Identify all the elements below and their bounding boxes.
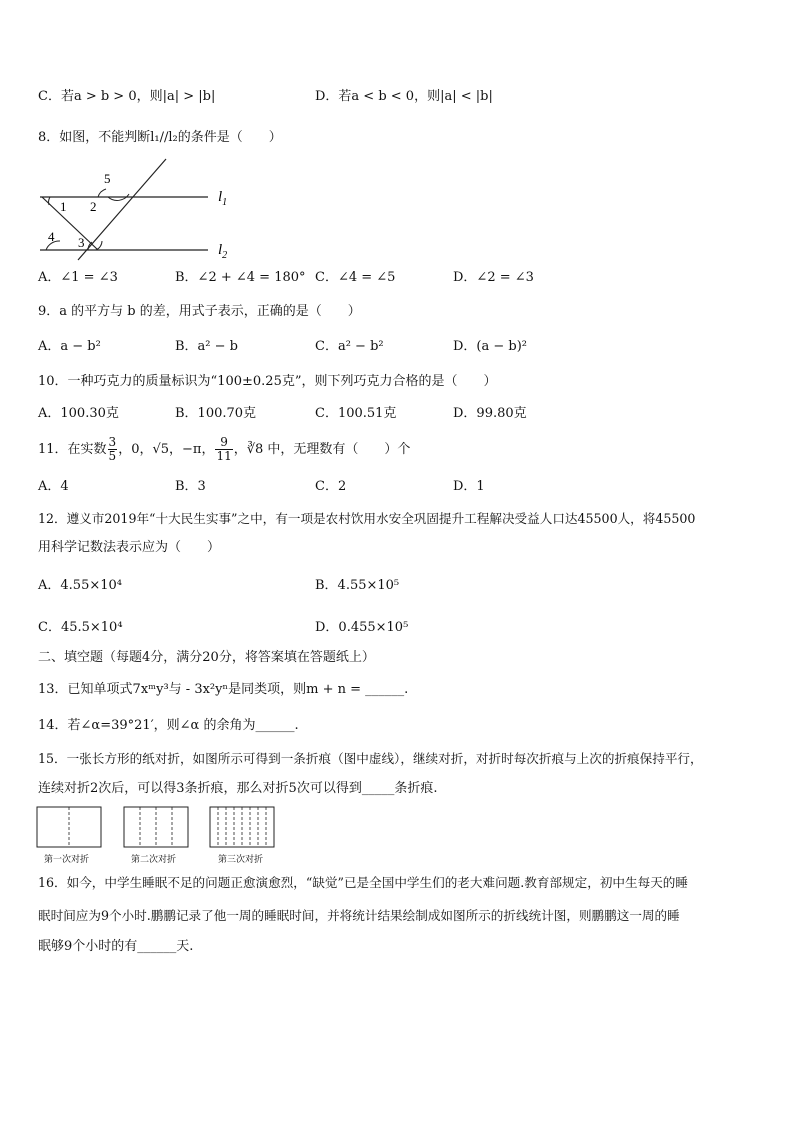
q12-option-a: A．4.55×10⁴ (38, 578, 122, 593)
q8-option-a: A．∠1 = ∠3 (38, 270, 118, 285)
fraction-denominator: 11 (216, 449, 232, 463)
q11-option-d: D．1 (453, 479, 485, 494)
q8-option-b: B．∠2 + ∠4 = 180° (175, 270, 306, 285)
fold-label-1: 第一次对折 (44, 855, 90, 865)
paper-fold-figures (36, 806, 281, 850)
fraction-denominator: 5 (108, 449, 117, 463)
angle-2-label: 2 (90, 199, 97, 214)
angle-3-label: 3 (78, 235, 85, 250)
q12-option-b: B．4.55×10⁵ (315, 578, 400, 593)
q12-question-line1: 12．遵义市2019年“十大民生实事”之中，有一项是农村饮用水安全巩固提升工程解决受益人口达45500人，将45500 (38, 511, 696, 526)
q10-option-b: B．100.70克 (175, 406, 257, 421)
q11-option-b: B．3 (175, 479, 206, 494)
q16-question-line2: 眠时间应为9个小时.鹏鹏记录了他一周的睡眠时间，并将统计结果绘制成如图所示的折线统计图，则鹏鹏这一周的睡 (38, 908, 680, 923)
q10-question: 10．一种巧克力的质量标识为“100±0.25克”，则下列巧克力合格的是（ ） (38, 374, 497, 389)
q10-option-d: D．99.80克 (453, 406, 527, 421)
q11-option-a: A．4 (38, 479, 69, 494)
angle-4-label: 4 (48, 229, 55, 244)
q11-option-c: C．2 (315, 479, 347, 494)
q16-question-line3: 眠够9个小时的有______天. (38, 939, 194, 954)
section-2-heading: 二、填空题（每题4分，满分20分，将答案填在答题纸上） (38, 650, 375, 665)
q11-prefix: 11．在实数 (38, 442, 107, 457)
fraction-numerator: 3 (108, 435, 117, 449)
q14-question: 14．若∠α=39°21′，则∠α 的余角为______. (38, 718, 299, 733)
q8-option-c: C．∠4 = ∠5 (315, 270, 396, 285)
q10-option-c: C．100.51克 (315, 406, 397, 421)
q10-option-a: A．100.30克 (38, 406, 119, 421)
fold-label-2: 第二次对折 (131, 855, 177, 865)
q11-middle: ，0，√5，−π， (118, 442, 215, 457)
q15-question-line2: 连续对折2次后，可以得3条折痕，那么对折5次可以得到_____条折痕. (38, 781, 438, 796)
q12-option-d: D．0.455×10⁵ (315, 620, 409, 635)
fraction-numerator: 9 (215, 436, 232, 450)
q12-question-line2: 用科学记数法表示应为（ ） (38, 540, 221, 555)
q7-option-c: C．若a > b > 0，则|a| > |b| (38, 89, 216, 104)
angle-1-label: 1 (60, 199, 67, 214)
line-l1-label: $l_1$ (218, 189, 228, 208)
q16-question-line1: 16．如今，中学生睡眠不足的问题正愈演愈烈，“缺觉”已是全国中学生们的老大难问题.教育部规定，初中生每天的睡 (38, 875, 688, 890)
q11-question (38, 434, 410, 466)
q11-suffix: ，∛8 中，无理数有（ ）个 (233, 442, 411, 457)
q15-question-line1: 15．一张长方形的纸对折，如图所示可得到一条折痕（图中虚线），继续对折，对折时每次折痕与上次的折痕保持平行， (38, 751, 703, 766)
q9-option-b: B．a² − b (175, 339, 238, 354)
q9-option-c: C．a² − b² (315, 339, 384, 354)
fraction-9-11 (215, 436, 232, 463)
q9-question: 9．a 的平方与 b 的差，用式子表示，正确的是（ ） (38, 304, 361, 319)
q9-option-d: D．(a − b)² (453, 339, 528, 354)
q9-option-a: A．a − b² (38, 339, 101, 354)
q8-option-d: D．∠2 = ∠3 (453, 270, 534, 285)
fold-label-3: 第三次对折 (218, 855, 264, 865)
q12-option-c: C．45.5×10⁴ (38, 620, 123, 635)
fraction-3-5 (108, 436, 118, 463)
angle-5-label: 5 (104, 171, 111, 186)
q13-question: 13．已知单项式7xᵐy³与 - 3x²yⁿ是同类项，则m + n = ______. (38, 682, 409, 697)
q8-question: 8．如图，不能判断l₁//l₂的条件是（ ） (38, 130, 282, 145)
parallel-lines-figure (36, 155, 246, 265)
q7-option-d: D．若a < b < 0，则|a| < |b| (315, 89, 493, 104)
line-l2-label: $l_2$ (218, 242, 228, 261)
